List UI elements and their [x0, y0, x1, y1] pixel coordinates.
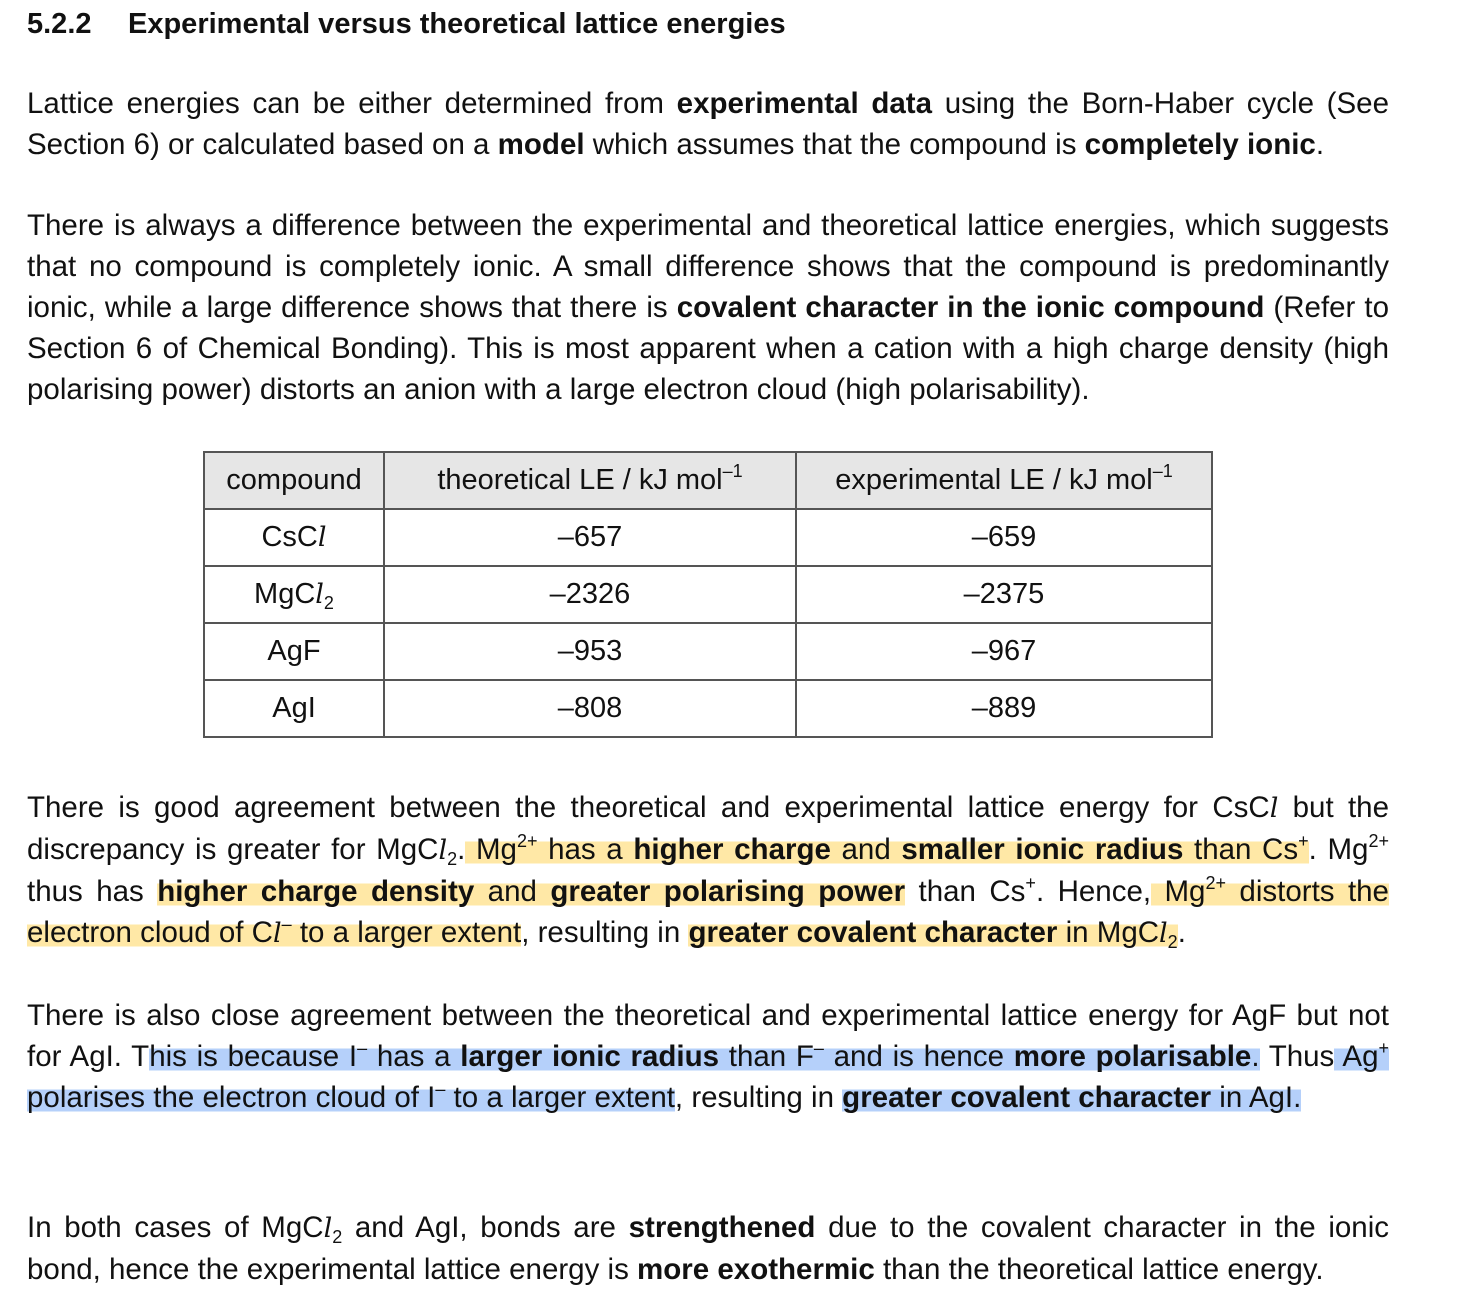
cell-compound: AgF — [204, 623, 384, 680]
text: . — [1315, 128, 1325, 161]
header-theoretical: theoretical LE / kJ mol$^{-1}$ — [384, 452, 796, 509]
bold-text: completely ionic — [1084, 128, 1316, 161]
text: Lattice energies can be either determined from — [27, 87, 677, 120]
table-row — [204, 566, 1212, 623]
yellow-highlight: higher charge density and greater polarising power — [157, 875, 906, 908]
cell-experimental: –2375 — [796, 566, 1212, 623]
header-experimental: experimental LE / kJ mol$^{-1}$ — [796, 452, 1212, 509]
blue-highlight: greater covalent character in AgI. — [842, 1081, 1302, 1114]
cell-experimental: –889 — [796, 680, 1212, 737]
section-title: Experimental versus theoretical lattice energies — [128, 8, 786, 40]
yellow-highlight: $Mg^{2+}$ has a higher charge and smaller ionic radius than Cs+ — [465, 831, 1309, 866]
table-row — [204, 680, 1212, 737]
lattice-energy-table — [203, 451, 1213, 738]
cell-compound: AgI — [204, 680, 384, 737]
table-row — [204, 623, 1212, 680]
cell-experimental: –659 — [796, 509, 1212, 566]
text: (Refer to Section 6 of Chemical Bonding). This is most apparent when a cation with a high charge density (high polarising power) distorts an anion with a large electron cloud (high polarisability). — [27, 291, 1389, 406]
bold-text: covalent character in the ionic compound — [676, 291, 1265, 324]
paragraph-intro — [27, 83, 1389, 165]
table-row — [204, 509, 1212, 566]
header-compound: compound — [204, 452, 384, 509]
yellow-highlight: greater covalent character in MgCl$_2$ — [688, 916, 1178, 952]
table-header-row — [204, 452, 1212, 509]
paragraph-difference — [27, 205, 1389, 410]
cell-compound: CsCl — [204, 509, 384, 566]
cell-experimental: –967 — [796, 623, 1212, 680]
text: using the Born-Haber cycle (See Section 6) or calculated based on a — [27, 87, 1389, 161]
yellow-highlight: $Mg^{2+}$ distorts the electron cloud of Cl– to a larger extent — [27, 873, 1389, 949]
blue-highlight: Ag+ polarises the electron cloud of I– to a larger extent — [27, 1038, 1390, 1114]
paragraph-mgcl2: There is good agreement between the theoretical and experimental lattice energy for CsCl but the discrepancy is greater for MgCl$_2$. $Mg^{2+}$ has a higher charge and smaller ionic radius than Cs+. $Mg^{2+}$ thus has higher charge density and greater polarising power than Cs+. Hence, $Mg^{2+}$ distorts the electron cloud of Cl– to a larger extent, resulting in greater covalent character in MgCl$_2$. — [27, 791, 1389, 952]
blue-highlight: his is because I– has a larger ionic radius than F– and is hence more polarisable. — [149, 1038, 1260, 1073]
cell-theoretical: –2326 — [384, 566, 796, 623]
cell-theoretical: –953 — [384, 623, 796, 680]
cell-theoretical: –808 — [384, 680, 796, 737]
section-number: 5.2.2 — [27, 8, 92, 40]
paragraph-agi: There is also close agreement between the theoretical and experimental lattice energy for AgF but not for AgI. This is because I– has a larger ionic radius than F– and is hence more polarisable. Thus Ag+ polarises the electron cloud of I– to a larger extent, resulting in greater covalent character in AgI. — [27, 999, 1390, 1114]
cell-compound: MgCl$_2$ — [204, 566, 384, 623]
paragraph-conclusion: In both cases of MgCl$_2$ and AgI, bonds are strengthened due to the covalent character in the ionic bond, hence the experimental lattice energy is more exothermic than the theoretical lattice energy. — [27, 1211, 1389, 1286]
bold-text: model — [497, 128, 585, 161]
text: There is always a difference between the experimental and theoretical lattice energies, which suggests that no compound is completely ionic. A small difference shows that the compound is predominantly ionic, while a large difference shows that there is — [27, 209, 1389, 324]
bold-text: experimental data — [676, 87, 932, 120]
text: which assumes that the compound is — [584, 128, 1085, 161]
section-heading — [27, 8, 786, 41]
cell-theoretical: –657 — [384, 509, 796, 566]
